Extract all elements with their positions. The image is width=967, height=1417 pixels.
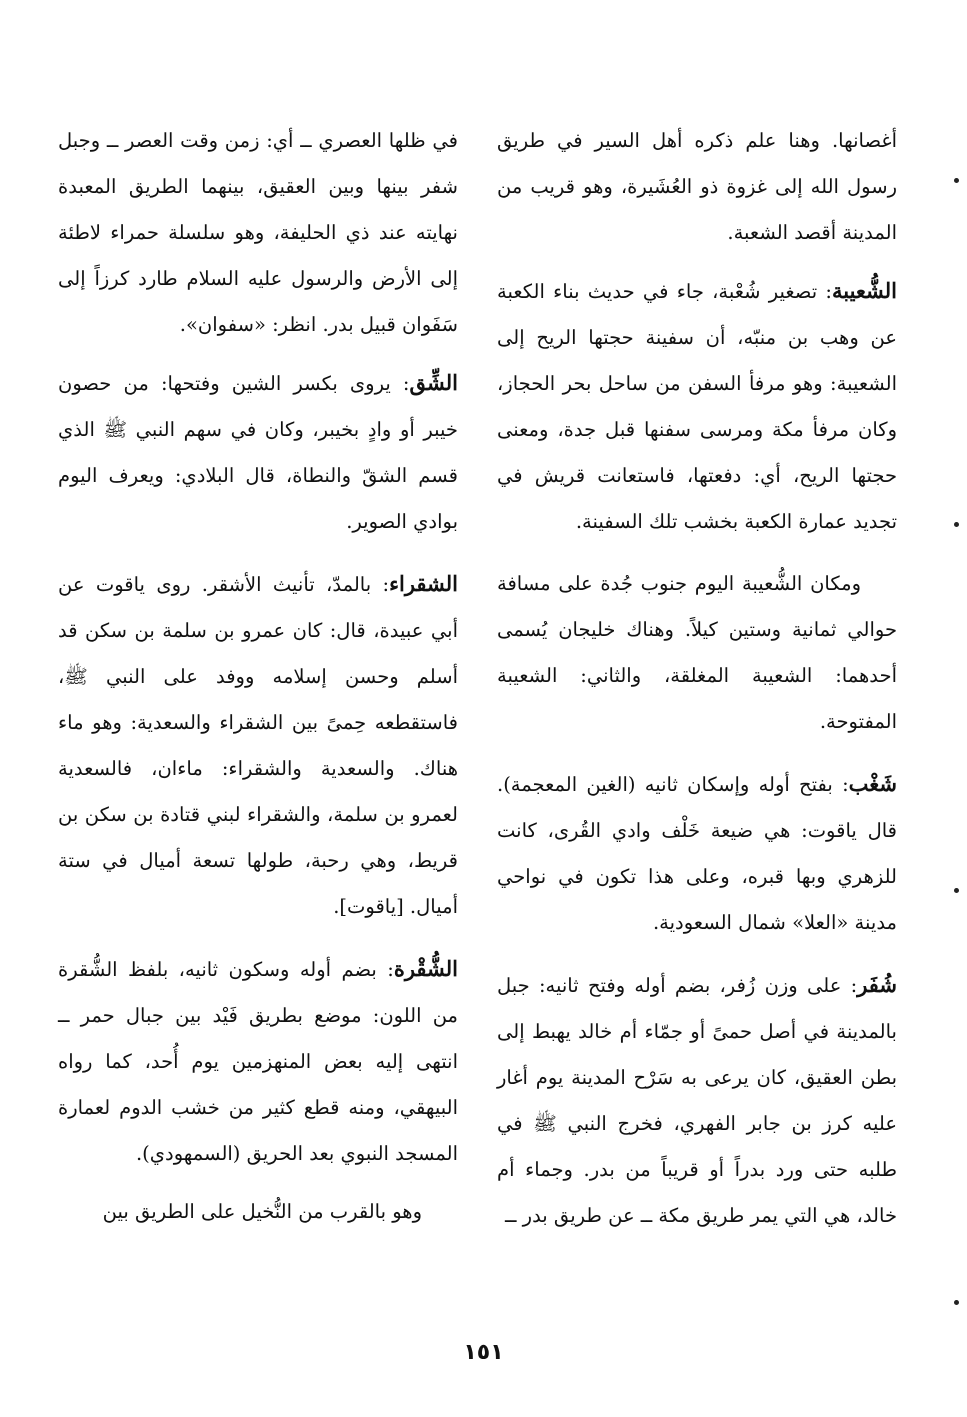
scan-mark-dot — [954, 1300, 959, 1305]
entry-shuqra-body: : بضم أوله وسكون ثانيه، بلفظ الشُّقرة من اللون: موضع بطريق فَيْد بين جبال حمر ــ انتهى إليه بعض المنهزمين يوم أُحد، كما رواه البيهقي، ومنه قطع كثير من خشب الدوم لعمارة المسجد النبوي بعد الحريق (السمهودي). — [58, 958, 458, 1165]
entry-shuqra — [58, 946, 458, 1177]
headword-shiqq: الشِّق — [409, 370, 458, 395]
scan-mark-dot — [954, 178, 959, 183]
right-column — [497, 118, 897, 1255]
right-col-paragraph-3: ومكان الشُّعيبة اليوم جنوب جُدة على مسافة حوالي ثمانية وستين كيلاً. وهناك خليجان يُسمى أحدهما: الشعيبة المغلقة، والثاني: الشعيبة المفتوحة. — [497, 572, 897, 733]
entry-shuayba — [497, 268, 897, 545]
entry-shiqq-body: : يروى بكسر الشين وفتحها: من حصون خيبر أو وادٍ بخيبر، وكان في سهم النبي ﷺ الذي قسم الشقّ والنطاة، قال البلادي: ويعرف اليوم بوادي الصوير. — [58, 372, 458, 533]
entry-shaqra — [58, 561, 458, 930]
scan-mark-dot — [954, 888, 959, 893]
headword-shufar: شُفَر — [857, 972, 897, 997]
left-col-paragraph-1: في ظلها العصري ــ أي: زمن وقت العصر ــ وجبل شفر بينها وبين العقيق، بينهما الطريق المعبدة نهايته عند ذي الحليفة، وهو سلسلة حمراء لاطئة إلى الأرض والرسول عليه السلام طارد كرزاً إلى سَفَوان قبيل بدر. انظر: «سفوان». — [58, 129, 458, 336]
left-col-paragraph-5: وهو بالقرب من النُّخيل على الطريق بين — [102, 1200, 422, 1223]
entry-shufar — [497, 962, 897, 1239]
entry-shuayba-body: : تصغير شُعْبة، جاء في حديث بناء الكعبة عن وهب بن منبّه، أن سفينة حجتها الريح إلى الشعيبة: وهو مرفأ السفن من ساحل بحر الحجاز، وكان مرفأ مكة ومرسى سفنها قبل جدة، ومعنى حجتها الريح، أي: دفعتها، فاستعانت قريش في تجديد عمارة الكعبة بخشب تلك السفينة. — [497, 280, 897, 533]
entry-shufar-body: : على وزن زُفر، بضم أوله وفتح ثانيه: جبل بالمدينة في أصل حمىً أو جمّاء أم خالد يهبط إلى بطن العقيق، كان يرعى به سَرْح المدينة يوم أغار عليه كرز بن جابر الفهري، فخرج النبي ﷺ في طلبه حتى ورد بدراً أو قريباً من بدر. وجماء أم خالد، هي التي يمر طريق مكة ــ عن طريق بدر ــ — [497, 974, 897, 1227]
right-col-paragraph-1: أغصانها. وهنا علم ذكره أهل السير في طريق رسول الله إلى غزوة ذو العُشَيرة، وهو قريب من المدينة أقصد الشعبة. — [497, 129, 897, 244]
entry-shaghb — [497, 761, 897, 946]
entry-shiqq — [58, 360, 458, 545]
scan-mark-dot — [954, 522, 959, 527]
headword-shaghb: شَغْب — [848, 771, 897, 796]
entry-shaghb-body: : بفتح أوله وإسكان ثانيه (الغين المعجمة). قال ياقوت: هي ضيعة خَلْف وادي القُرى، كانت للزهري وبها قبره، وعلى هذا تكون في نواحي مدينة «العلا» شمال السعودية. — [497, 773, 897, 934]
headword-shuqra: الشُّقْرة — [393, 956, 458, 981]
headword-shaqra: الشقراء — [389, 571, 458, 596]
headword-shuayba: الشُّعيبة — [831, 278, 897, 303]
entry-shaqra-body: : بالمدّ، تأنيث الأشقر. روى ياقوت عن أبي عبيدة، قال: كان عمرو بن سلمة بن سكن قد أسلم وحسن إسلامه ووفد على النبي ﷺ، فاستقطعه حِمىً بين الشقراء والسعدية: وهو ماء هناك. والسعدية والشقراء: ماءان، فالسعدية لعمرو بن سلمة، والشقراء لبني قتادة بن سكن بن قريط، وهي رحبة، طولها تسعة أميال في ستة أميال. [ياقوت]. — [58, 573, 458, 918]
left-column — [58, 118, 458, 1251]
page-number: ١٥١ — [463, 1340, 504, 1365]
